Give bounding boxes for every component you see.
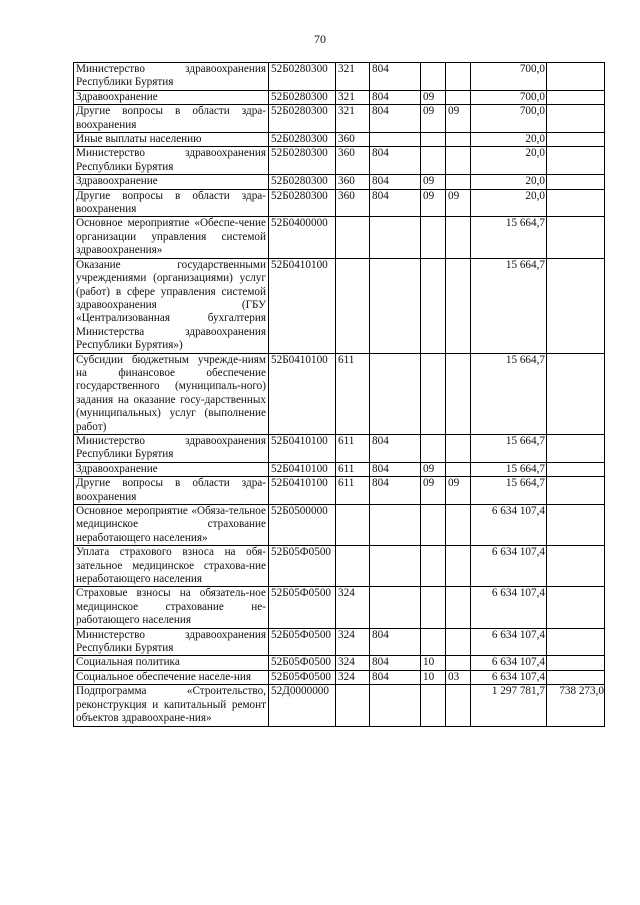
amount-cell: 15 664,7: [471, 434, 547, 462]
section-code-cell: 09: [421, 477, 446, 505]
table-row: [74, 217, 605, 258]
amount-2-cell: [547, 189, 605, 217]
subsection-code-cell: [446, 587, 471, 628]
expense-type-cell: 360: [336, 189, 370, 217]
amount-cell: 1 297 781,7: [471, 685, 547, 726]
ministry-code-cell: 804: [370, 147, 421, 175]
amount-2-cell: [547, 133, 605, 147]
table-row: [74, 175, 605, 189]
subsection-code-cell: [446, 63, 471, 91]
section-code-cell: [421, 505, 446, 546]
expense-type-cell: 321: [336, 90, 370, 104]
table-row: [74, 434, 605, 462]
row-name-cell: Министерство здравоохранения Республики Бурятия: [74, 434, 269, 462]
row-name-cell: Иные выплаты населению: [74, 133, 269, 147]
row-name-cell: Другие вопросы в области здра-воохранения: [74, 477, 269, 505]
expense-type-cell: [336, 546, 370, 587]
subsection-code-cell: [446, 546, 471, 587]
subsection-code-cell: [446, 628, 471, 656]
row-name-cell: Основное мероприятие «Обяза-тельное медицинское страхование неработающего населения»: [74, 505, 269, 546]
expense-type-cell: 324: [336, 656, 370, 670]
section-code-cell: [421, 63, 446, 91]
section-code-cell: [421, 133, 446, 147]
subsection-code-cell: [446, 353, 471, 434]
table-row: [74, 63, 605, 91]
section-code-cell: 09: [421, 175, 446, 189]
expense-type-cell: 324: [336, 670, 370, 684]
section-code-cell: 09: [421, 105, 446, 133]
subsection-code-cell: [446, 462, 471, 476]
expense-type-cell: 321: [336, 105, 370, 133]
amount-2-cell: [547, 656, 605, 670]
section-code-cell: [421, 434, 446, 462]
target-article-code-cell: 52Б0280300: [269, 90, 336, 104]
amount-2-cell: [547, 546, 605, 587]
table-row: [74, 258, 605, 353]
section-code-cell: [421, 217, 446, 258]
row-name-cell: Министерство здравоохранения Республики Бурятия: [74, 628, 269, 656]
subsection-code-cell: [446, 133, 471, 147]
target-article-code-cell: 52Б05Ф0500: [269, 587, 336, 628]
target-article-code-cell: 52Б0280300: [269, 105, 336, 133]
ministry-code-cell: 804: [370, 105, 421, 133]
amount-cell: 20,0: [471, 133, 547, 147]
amount-cell: 15 664,7: [471, 353, 547, 434]
subsection-code-cell: [446, 175, 471, 189]
ministry-code-cell: 804: [370, 462, 421, 476]
amount-cell: 6 634 107,4: [471, 546, 547, 587]
ministry-code-cell: 804: [370, 63, 421, 91]
section-code-cell: 10: [421, 670, 446, 684]
amount-2-cell: [547, 587, 605, 628]
expense-type-cell: 360: [336, 133, 370, 147]
expense-type-cell: 611: [336, 477, 370, 505]
table-row: [74, 685, 605, 726]
amount-2-cell: [547, 434, 605, 462]
table-body: [74, 63, 605, 727]
target-article-code-cell: 52Б0280300: [269, 147, 336, 175]
ministry-code-cell: [370, 133, 421, 147]
subsection-code-cell: 03: [446, 670, 471, 684]
amount-cell: 6 634 107,4: [471, 628, 547, 656]
table-row: [74, 105, 605, 133]
table-row: [74, 133, 605, 147]
target-article-code-cell: 52Б0410100: [269, 477, 336, 505]
ministry-code-cell: 804: [370, 175, 421, 189]
section-code-cell: [421, 685, 446, 726]
expense-type-cell: [336, 505, 370, 546]
table-row: [74, 505, 605, 546]
section-code-cell: [421, 353, 446, 434]
row-name-cell: Здравоохранение: [74, 90, 269, 104]
row-name-cell: Подпрограмма «Строительство, реконструкция и капитальный ремонт объектов здравоохране-ния»: [74, 685, 269, 726]
row-name-cell: Страховые взносы на обязатель-ное медицинское страхование не-работающего населения: [74, 587, 269, 628]
expense-type-cell: 611: [336, 462, 370, 476]
row-name-cell: Субсидии бюджетным учрежде-ниям на финансовое обеспечение государственного (муниципаль-ного) задания на оказание госу-дарственных (муниципальных) услуг (выполнение работ): [74, 353, 269, 434]
expense-type-cell: 360: [336, 147, 370, 175]
section-code-cell: 09: [421, 90, 446, 104]
expense-type-cell: 611: [336, 434, 370, 462]
row-name-cell: Социальная политика: [74, 656, 269, 670]
ministry-code-cell: [370, 505, 421, 546]
ministry-code-cell: [370, 587, 421, 628]
ministry-code-cell: [370, 258, 421, 353]
target-article-code-cell: 52Б0280300: [269, 133, 336, 147]
row-name-cell: Оказание государственными учреждениями (организациями) услуг (работ) в сфере управления системой здравоохранения (ГБУ «Централизованная бухгалтерия Министерства здравоохранения Республики Бурятия»): [74, 258, 269, 353]
ministry-code-cell: 804: [370, 434, 421, 462]
amount-2-cell: [547, 477, 605, 505]
subsection-code-cell: [446, 505, 471, 546]
expense-type-cell: 321: [336, 63, 370, 91]
amount-2-cell: 738 273,0: [547, 685, 605, 726]
target-article-code-cell: 52Б0280300: [269, 189, 336, 217]
amount-cell: 700,0: [471, 105, 547, 133]
expense-type-cell: [336, 258, 370, 353]
row-name-cell: Социальное обеспечение населе-ния: [74, 670, 269, 684]
amount-2-cell: [547, 217, 605, 258]
amount-cell: 6 634 107,4: [471, 656, 547, 670]
target-article-code-cell: 52Б05Ф0500: [269, 628, 336, 656]
amount-cell: 15 664,7: [471, 258, 547, 353]
subsection-code-cell: [446, 258, 471, 353]
amount-2-cell: [547, 105, 605, 133]
expense-type-cell: 324: [336, 587, 370, 628]
section-code-cell: [421, 258, 446, 353]
subsection-code-cell: 09: [446, 189, 471, 217]
target-article-code-cell: 52Б05Ф0500: [269, 670, 336, 684]
ministry-code-cell: 804: [370, 90, 421, 104]
ministry-code-cell: [370, 353, 421, 434]
table-row: [74, 656, 605, 670]
expense-type-cell: 360: [336, 175, 370, 189]
subsection-code-cell: [446, 90, 471, 104]
ministry-code-cell: 804: [370, 628, 421, 656]
subsection-code-cell: [446, 147, 471, 175]
row-name-cell: Здравоохранение: [74, 175, 269, 189]
subsection-code-cell: 09: [446, 105, 471, 133]
table-row: [74, 147, 605, 175]
row-name-cell: Министерство здравоохранения Республики Бурятия: [74, 147, 269, 175]
expense-type-cell: 324: [336, 628, 370, 656]
ministry-code-cell: 804: [370, 670, 421, 684]
row-name-cell: Другие вопросы в области здра-воохранения: [74, 189, 269, 217]
target-article-code-cell: 52Б0400000: [269, 217, 336, 258]
row-name-cell: Основное мероприятие «Обеспе-чение организации управления системой здравоохранения»: [74, 217, 269, 258]
target-article-code-cell: 52Б0410100: [269, 258, 336, 353]
ministry-code-cell: 804: [370, 656, 421, 670]
section-code-cell: [421, 587, 446, 628]
budget-table: [73, 62, 605, 727]
target-article-code-cell: 52Б0410100: [269, 434, 336, 462]
row-name-cell: Другие вопросы в области здра-воохранения: [74, 105, 269, 133]
row-name-cell: Здравоохранение: [74, 462, 269, 476]
amount-cell: 700,0: [471, 63, 547, 91]
amount-2-cell: [547, 353, 605, 434]
subsection-code-cell: [446, 656, 471, 670]
table-row: [74, 462, 605, 476]
amount-2-cell: [547, 147, 605, 175]
amount-2-cell: [547, 258, 605, 353]
ministry-code-cell: 804: [370, 189, 421, 217]
target-article-code-cell: 52Б0500000: [269, 505, 336, 546]
subsection-code-cell: [446, 685, 471, 726]
amount-cell: 6 634 107,4: [471, 587, 547, 628]
ministry-code-cell: [370, 217, 421, 258]
expense-type-cell: 611: [336, 353, 370, 434]
row-name-cell: Уплата страхового взноса на обя-зательное медицинское страхова-ние неработающего населения: [74, 546, 269, 587]
section-code-cell: [421, 628, 446, 656]
subsection-code-cell: 09: [446, 477, 471, 505]
amount-2-cell: [547, 670, 605, 684]
ministry-code-cell: [370, 685, 421, 726]
page-number: 70: [314, 32, 326, 46]
amount-cell: 20,0: [471, 189, 547, 217]
amount-cell: 15 664,7: [471, 477, 547, 505]
amount-cell: 20,0: [471, 147, 547, 175]
amount-2-cell: [547, 90, 605, 104]
ministry-code-cell: 804: [370, 477, 421, 505]
amount-cell: 15 664,7: [471, 217, 547, 258]
ministry-code-cell: [370, 546, 421, 587]
amount-2-cell: [547, 505, 605, 546]
subsection-code-cell: [446, 217, 471, 258]
section-code-cell: [421, 546, 446, 587]
section-code-cell: 10: [421, 656, 446, 670]
target-article-code-cell: 52Б0280300: [269, 63, 336, 91]
section-code-cell: 09: [421, 189, 446, 217]
amount-2-cell: [547, 175, 605, 189]
target-article-code-cell: 52Б05Ф0500: [269, 546, 336, 587]
expense-type-cell: [336, 685, 370, 726]
table-row: [74, 546, 605, 587]
table-row: [74, 628, 605, 656]
expense-type-cell: [336, 217, 370, 258]
table-row: [74, 90, 605, 104]
row-name-cell: Министерство здравоохранения Республики Бурятия: [74, 63, 269, 91]
table-row: [74, 353, 605, 434]
amount-2-cell: [547, 63, 605, 91]
table-row: [74, 587, 605, 628]
table-row: [74, 477, 605, 505]
table-row: [74, 189, 605, 217]
amount-cell: 20,0: [471, 175, 547, 189]
target-article-code-cell: 52Б0410100: [269, 462, 336, 476]
amount-cell: 15 664,7: [471, 462, 547, 476]
section-code-cell: 09: [421, 462, 446, 476]
target-article-code-cell: 52Б0410100: [269, 353, 336, 434]
target-article-code-cell: 52Б0280300: [269, 175, 336, 189]
amount-cell: 6 634 107,4: [471, 670, 547, 684]
target-article-code-cell: 52Д0000000: [269, 685, 336, 726]
amount-2-cell: [547, 462, 605, 476]
subsection-code-cell: [446, 434, 471, 462]
section-code-cell: [421, 147, 446, 175]
target-article-code-cell: 52Б05Ф0500: [269, 656, 336, 670]
table-row: [74, 670, 605, 684]
amount-2-cell: [547, 628, 605, 656]
amount-cell: 700,0: [471, 90, 547, 104]
amount-cell: 6 634 107,4: [471, 505, 547, 546]
